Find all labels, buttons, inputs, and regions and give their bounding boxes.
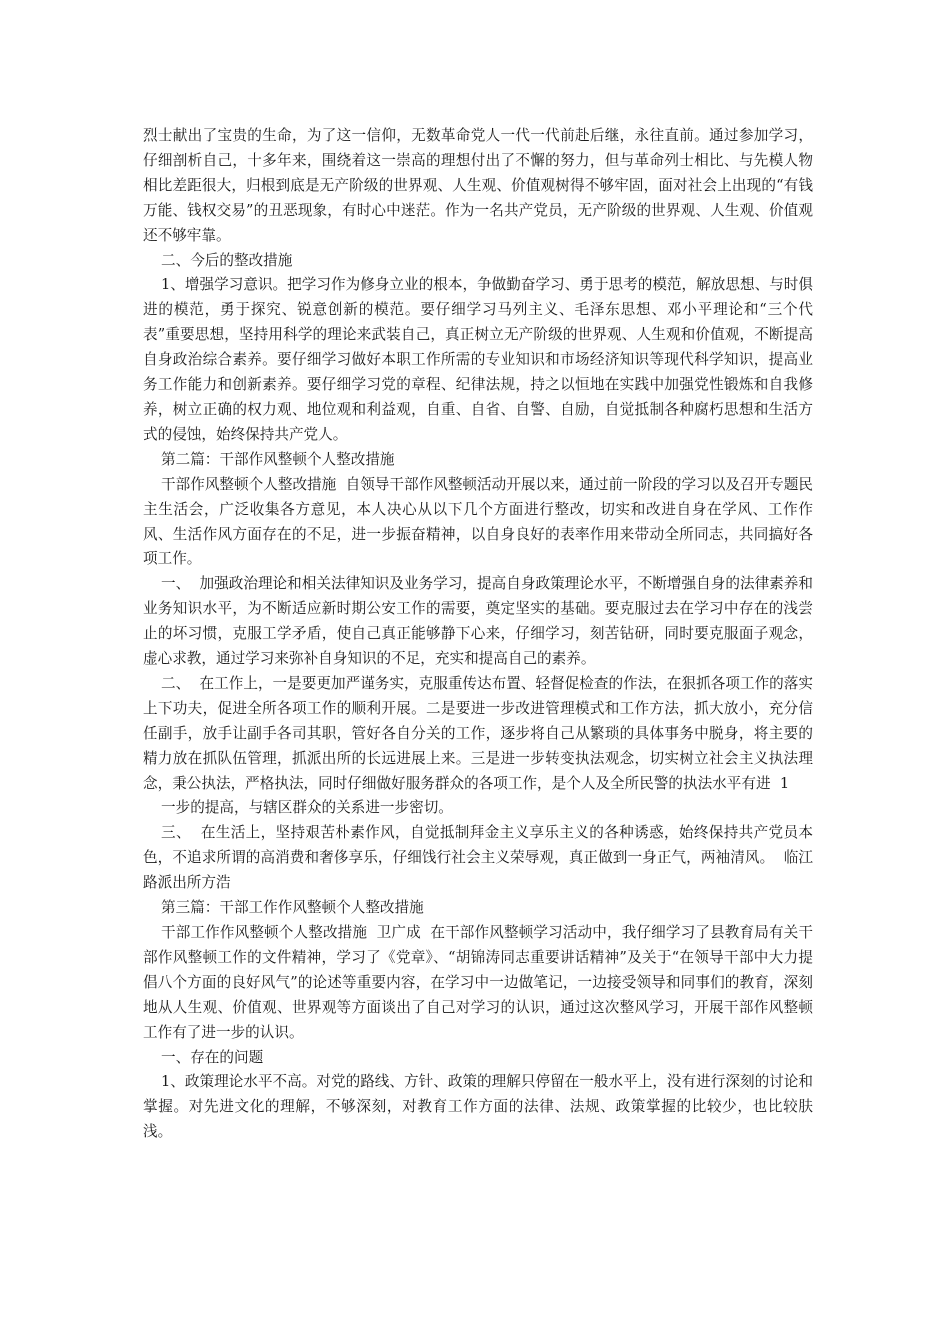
paragraph-study-awareness: 1、增强学习意识。把学习作为修身立业的根本，争做勤奋学习、勇于思考的模范，解放思想、与时俱进的模范，勇于探究、锐意创新的模范。要仔细学习马列主义、毛泽东思想、邓小平理论和“三个代表”重要思想，坚持用科学的理论来武装自己，真正树立无产阶级的世界观、人生观和价值观，不断提高自身政治综合素养。要仔细学习做好本职工作所需的专业知识和市场经济知识等现代科学知识，提高业务工作能力和创新素养。要仔细学习党的章程、纪律法规，持之以恒地在实践中加强党性锻炼和自我修养，树立正确的权力观、地位观和利益观，自重、自省、自警、自励，自觉抵制各种腐朽思想和生活方式的侵蚀，始终保持共产党人。 (143, 276, 813, 443)
paragraph-article2-point-2-cont: 一步的提高，与辖区群众的关系进一步密切。 (161, 799, 453, 817)
section-heading-problems: 一、存在的问题 (161, 1048, 264, 1066)
paragraph-article2-point-1: 一、 加强政治理论和相关法律知识及业务学习，提高自身政策理论水平，不断增强自身的法律素养和业务知识水平，为不断适应新时期公安工作的需要，奠定坚实的基础。要克服过去在学习中存在的浅尝 止的坏习惯，克服工学矛盾，使自己真正能够静下心来，仔细学习，刻苦钻研，同时要克服面子观念，虚心求教，通过学习来弥补自身知识的不足，充实和提高自己的素养。 (143, 575, 823, 668)
article-heading-2: 第二篇：干部作风整顿个人整改措施 (161, 450, 395, 468)
paragraph-1: 烈士献出了宝贵的生命，为了这一信仰，无数革命党人一代一代前赴后继，永往直前。通过参加学习，仔细剖析自己，十多年来，围绕着这一崇高的理想付出了不懈的努力，但与革命列士相比、与先模人物相比差距很大，归根到底是无产阶级的世界观、人生观、价值观树得不够牢固，面对社会上出现的“有钱万能、钱权交易”的丑恶现象，有时心中迷茫。作为一名共产党员，无产阶级的世界观、人生观、价值观还不够牢靠。 (143, 127, 813, 244)
section-heading-corrective-measures: 二、今后的整改措施 (161, 251, 293, 269)
paragraph-article2-point-3: 三、 在生活上，坚持艰苦朴素作风，自觉抵制拜金主义享乐主义的各种诱惑，始终保持共产党员本色，不追求所谓的高消费和奢侈享乐，仔细饯行社会主义荣辱观，真正做到一身正气，两袖清风。 临江路派出所方浩 (143, 824, 813, 892)
paragraph-article2-intro: 干部作风整顿个人整改措施 自领导干部作风整顿活动开展以来，通过前一阶段的学习以及召开专题民主生活会，广泛收集各方意见，本人决心从以下几个方面进行整改，切实和改进自身在学风、工作作风、生活作风方面存在的不足，进一步振奋精神，以自身良好的表率作用来带动全所同志，共同搞好各项工作。 (143, 475, 813, 568)
paragraph-article2-point-2: 二、 在工作上，一是要更加严谨务实，克服重传达布置、轻督促检查的作法，在狠抓各项工作的落实上下功夫，促进全所各项工作的顺利开展。二是要进一步改进管理模式和工作方法，抓大放小，充分信任副手，放手让副手各司其职，管好各自分关的工作，逐步将自己从繁琐的具体事务中脱身，将主要的精力放在抓队伍管理，抓派出所的长远进展上来。三是进一步转变执法观念，切实树立社会主义执法理念，秉公执法，严格执法，同时仔细做好服务群众的各项工作，是个人及全所民警的执法水平有进 1 (143, 674, 813, 792)
article-heading-3: 第三篇：干部工作作风整顿个人整改措施 (161, 899, 424, 917)
document-body (143, 124, 823, 1145)
paragraph-article3-intro: 干部工作作风整顿个人整改措施 卫广成 在干部作风整顿学习活动中，我仔细学习了县教育局有关干部作风整顿工作的文件精神，学习了《党章》、“胡锦涛同志重要讲话精神”及关于“在领导干部中大力提倡八个方面的良好风气”的论述等重要内容，在学习中一边做笔记，一边接受领导和同事们的教育，深刻地从人生观、价值观、世界观等方面谈出了自己对学习的认识，通过这次整风学习，开展干部作风整顿工作有了进一步的认识。 (143, 924, 813, 1041)
paragraph-problem-1: 1、政策理论水平不高。对党的路线、方针、政策的理解只停留在一般水平上，没有进行深刻的讨论和掌握。对先进文化的理解，不够深刻，对教育工作方面的法律、法规、政策掌握的比较少，也比较肤浅。 (143, 1073, 813, 1141)
